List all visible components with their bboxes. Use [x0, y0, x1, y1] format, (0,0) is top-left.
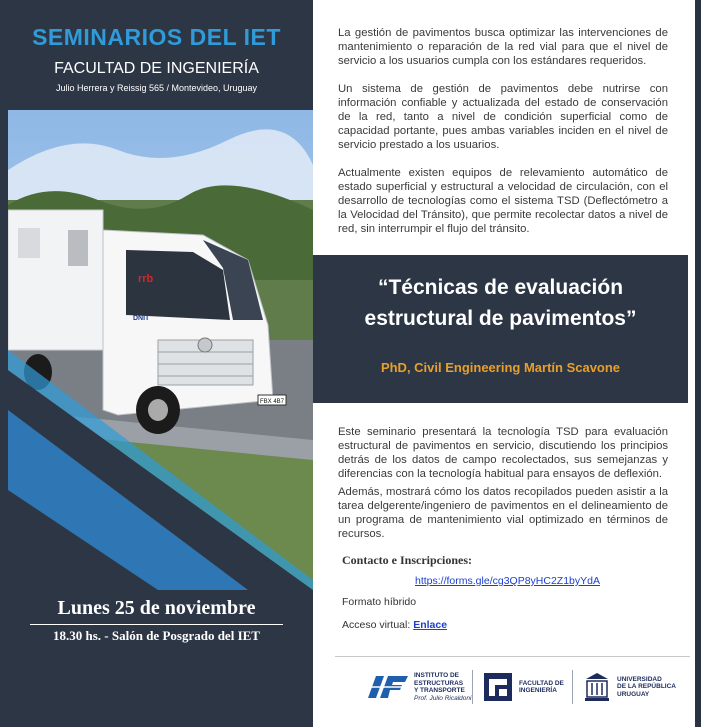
truck-illustration	[8, 110, 313, 590]
iet-logo-mark	[364, 672, 410, 702]
udelar-logo-line: URUGUAY	[617, 690, 650, 698]
description-paragraph-1: Este seminario presentará la tecnología TSD para evaluación estructural de pavimentos en servicio, discutiendo los principios detrás de los datos de campo recolectados, sus semejanzas y diferencias con la tecnología habitual para ensayos de deflexión.	[338, 426, 668, 480]
intro-paragraph-2: Un sistema de gestión de pavimentos debe nutrirse con información confiable y actualizada del estado de conservación de la red, tanto a nivel de condición superficial como de capacidad portante, pues ambas variables inciden en el nivel de servicio prestado a los usuarios.	[338, 83, 668, 151]
virtual-access-label: Acceso virtual:	[342, 619, 414, 631]
date-divider	[30, 624, 283, 625]
license-plate: FBX 4B7	[259, 399, 285, 405]
logo-separator	[472, 670, 473, 704]
iet-logo-line: Prof. Julio Ricaldoni	[414, 694, 472, 702]
iet-logo-line: ESTRUCTURAS	[414, 679, 464, 687]
intro-paragraph-3: Actualmente existen equipos de relevamiento automático de estado superficial y estructural a velocidad de circulación, con el desarrollo de tecnologías como el sistema TSD (Deflectómetro a la Velocidad del Tránsito), que permite recolectar datos a nivel de red, sin interrumpir el flujo del tránsito.	[338, 167, 668, 235]
udelar-logo-mark	[582, 671, 612, 703]
seminar-series-title: SEMINARIOS DEL IET	[32, 24, 281, 50]
intro-paragraph-1: La gestión de pavimentos busca optimizar las intervenciones de mantenimiento o reparación de la red vial para que el nivel de servicio a los usuarios cumpla con los estándares requeridos.	[338, 27, 668, 67]
logo-separator	[572, 670, 573, 704]
event-venue: 18.30 hs. - Salón de Posgrado del IET	[53, 628, 260, 643]
footer-divider	[335, 656, 690, 657]
udelar-logo	[582, 668, 676, 706]
truck-brand-text: rrb	[138, 273, 154, 285]
fing-logo-line: FACULTAD DE	[519, 679, 564, 687]
speaker-name: PhD, Civil Engineering Martín Scavone	[380, 360, 621, 375]
iet-logo-line: INSTITUTO DE	[414, 672, 460, 679]
format-text: Formato híbrido	[342, 596, 417, 608]
udelar-logo-line: UNIVERSIDAD	[617, 675, 662, 683]
udelar-logo-line: DE LA REPÚBLICA	[617, 683, 676, 691]
truck-label-text: DNIT	[133, 315, 150, 322]
talk-title: “Técnicas de evaluación estructural de pavimentos”	[364, 276, 637, 330]
virtual-access	[342, 619, 447, 631]
event-date: Lunes 25 de noviembre	[57, 597, 256, 619]
fing-logo-mark	[482, 671, 514, 703]
virtual-access-link[interactable]: Enlace	[413, 619, 448, 631]
description-paragraph-2: Además, mostrará cómo los datos recopilados pueden asistir a la tarea delgerente/ingeniero de pavimentos en el delineamiento de un programa de mantenimiento vial optimizado en términos de recursos.	[338, 486, 668, 540]
iet-logo	[364, 668, 471, 706]
registration-link[interactable]: https://forms.gle/cg3QP8yHC2Z1byYdA	[415, 575, 600, 587]
faculty-address: Julio Herrera y Reissig 565 / Montevideo, Uruguay	[55, 83, 258, 93]
fing-logo-line: INGENIERÍA	[519, 687, 557, 694]
left-panel	[0, 0, 313, 727]
truck-photo	[8, 110, 313, 590]
iet-logo-line: Y TRANSPORTE	[414, 687, 465, 694]
contact-heading: Contacto e Inscripciones:	[342, 553, 472, 567]
fing-logo	[482, 668, 564, 706]
faculty-name: FACULTAD DE INGENIERÍA	[54, 60, 259, 77]
